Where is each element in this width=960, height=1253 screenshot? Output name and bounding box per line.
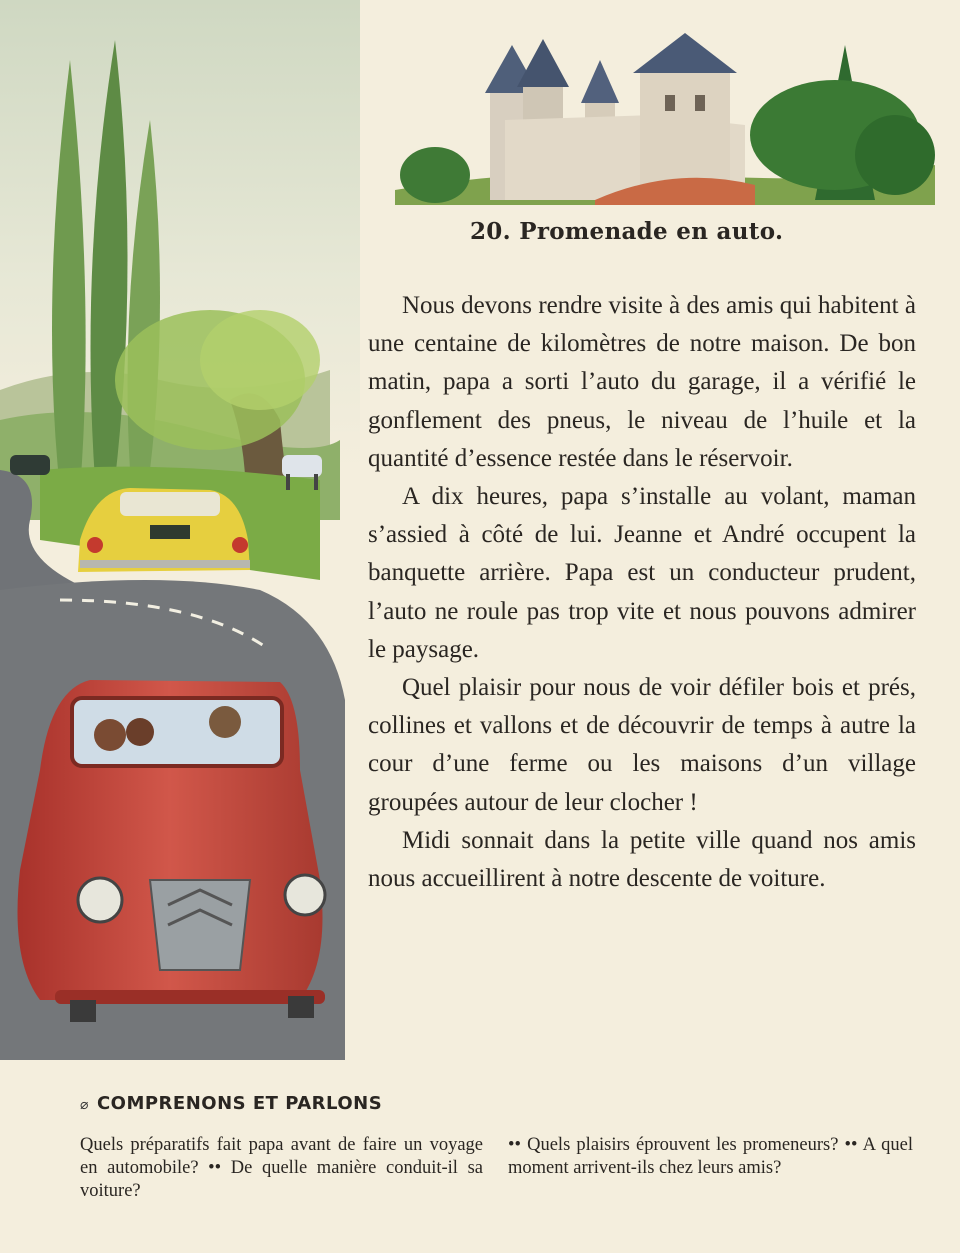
paragraph: Midi sonnait dans la petite ville quand nos amis nous accueillirent à notre descente de voiture. — [368, 826, 916, 893]
paragraph: A dix heures, papa s’installe au volant, maman s’assied à côté de lui. Jeanne et André occupent la banquette arrière. Papa est un conducteur prudent, l’auto ne roule pas trop vite et nous pouvons admirer le paysage. — [368, 483, 916, 663]
questions-left: Quels préparatifs fait papa avant de faire un voyage en automobile? •• De quelle manière conduit-il sa voiture? — [80, 1135, 483, 1201]
castle-illustration — [395, 25, 935, 205]
paragraph: Quel plaisir pour nous de voir défiler bois et prés, collines et vallons et de découvrir de temps à autre la cour d’une ferme ou les maisons d’un village groupées autour de leur clocher ! — [368, 674, 916, 816]
pencil-icon: ⌀ — [80, 1097, 89, 1113]
paragraph: Nous devons rendre visite à des amis qui habitent à une centaine de kilomètres de notre maison. De bon matin, papa a sorti l’auto du garage, il a vérifié le gonflement des pneus, le niveau de l’huile et la quantité d’essence restée dans le réservoir. — [368, 292, 916, 472]
red-car — [18, 680, 326, 1022]
exercise-heading-label: COMPRENONS ET PARLONS — [96, 1093, 383, 1114]
lesson-text — [368, 287, 916, 898]
lesson-title: 20. Promenade en auto. — [470, 218, 784, 245]
questions-right: •• Quels plaisirs éprouvent les promeneurs? •• A quel moment arrivent-ils chez leurs amis? — [508, 1135, 913, 1178]
exercise-heading — [80, 1093, 480, 1114]
road-trip-illustration — [0, 0, 360, 1060]
yellow-car — [78, 488, 250, 572]
